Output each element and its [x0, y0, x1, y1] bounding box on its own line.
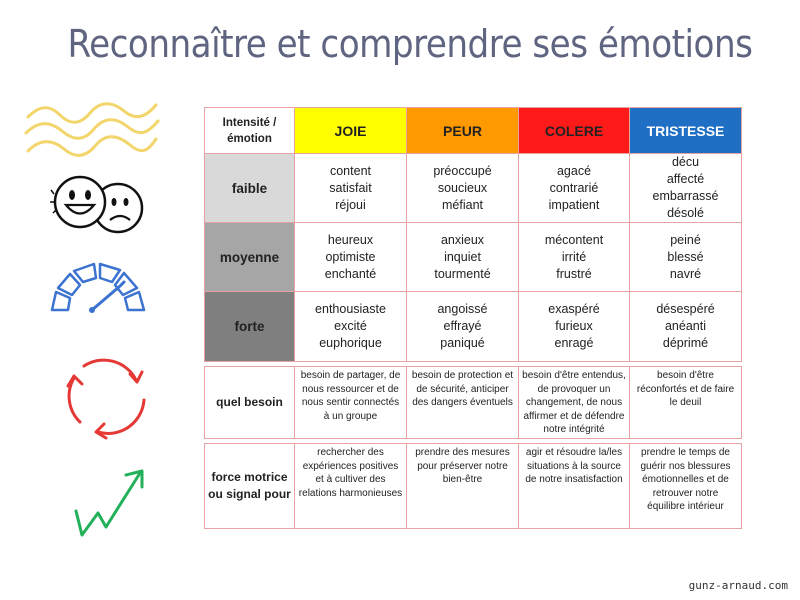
- cycle-arrows-icon: [58, 348, 153, 440]
- intensity-label: forte: [205, 292, 295, 362]
- emotion-cell: [630, 292, 742, 362]
- emotion-word: enragé: [554, 336, 594, 350]
- emotion-word: réjoui: [335, 197, 366, 212]
- header-row: [205, 108, 742, 154]
- intensity-label: moyenne: [205, 223, 295, 292]
- emotion-header: PEUR: [407, 108, 519, 154]
- emotion-word: décu: [671, 155, 700, 169]
- emotion-word: affecté: [666, 172, 705, 186]
- emotion-word: paniqué: [440, 336, 485, 350]
- emotion-word: anéanti: [664, 319, 706, 333]
- emotion-cell: [295, 292, 407, 362]
- emotion-word: tourmenté: [434, 266, 491, 281]
- emotion-word: désolé: [667, 206, 704, 220]
- emotion-header: JOIE: [295, 108, 407, 154]
- emotion-word: frustré: [556, 266, 592, 281]
- emotion-word: effrayé: [443, 319, 482, 333]
- drive-cell: agir et résoudre la/les situations à la source de notre insatisfaction: [519, 444, 630, 529]
- emotion-word: navré: [669, 266, 702, 281]
- drive-cell: rechercher des expériences positives et à cultiver des relations harmonieuses: [295, 444, 407, 529]
- emotion-word: contrarié: [549, 180, 599, 195]
- emotion-word: anxieux: [440, 232, 485, 247]
- drive-label: force motrice ou signal pour: [205, 444, 295, 529]
- emotion-word: déprimé: [662, 336, 709, 350]
- watermark: gunz-arnaud.com: [688, 579, 788, 592]
- emotion-word: heureux: [327, 232, 374, 247]
- emotion-word: méfiant: [442, 197, 483, 212]
- emotion-word: optimiste: [325, 249, 376, 264]
- intensity-row: [205, 154, 742, 223]
- intensity-row: [205, 223, 742, 292]
- emotion-word: peiné: [670, 232, 701, 247]
- emotion-word: excité: [334, 319, 367, 333]
- happy-sad-faces-icon: [48, 172, 148, 237]
- emotion-cell: [295, 223, 407, 292]
- need-cell: besoin de partager, de nous ressourcer et de nous sentir connectés à un groupe: [295, 367, 407, 439]
- emotion-word: soucieux: [437, 180, 488, 195]
- emotion-cell: [407, 223, 519, 292]
- need-row: [205, 367, 742, 439]
- need-cell: besoin d'être entendus, de provoquer un changement, de nous affirmer et de défendre notre intégrité: [519, 367, 630, 439]
- need-cell: besoin de protection et de sécurité, anticiper des dangers éventuels: [407, 367, 519, 439]
- emotion-word: blessé: [667, 249, 704, 264]
- emotion-word: exaspéré: [548, 302, 600, 316]
- need-label: quel besoin: [205, 367, 295, 439]
- emotion-cell: [630, 154, 742, 223]
- intensity-label: faible: [205, 154, 295, 223]
- growth-arrow-icon: [70, 465, 150, 540]
- emotion-word: inquiet: [444, 249, 481, 264]
- emotion-word: furieux: [555, 319, 593, 333]
- drive-row: [205, 444, 742, 529]
- emotion-word: embarrassé: [652, 189, 719, 203]
- emotion-word: préoccupé: [433, 163, 492, 178]
- emotion-cell: [519, 154, 630, 223]
- emotion-word: irrité: [561, 249, 587, 264]
- emotion-cell: [407, 154, 519, 223]
- drive-cell: prendre le temps de guérir nos blessures émotionnelles et de retrouver notre équilibre intérieur: [630, 444, 742, 529]
- emotion-word: angoissé: [437, 302, 488, 316]
- drive-table: [204, 443, 742, 529]
- emotion-cell: [630, 223, 742, 292]
- intensity-row: [205, 292, 742, 362]
- page-title: Reconnaître et comprendre ses émotions: [67, 22, 753, 66]
- corner-header: Intensité / émotion: [205, 108, 295, 154]
- emotion-cell: [519, 292, 630, 362]
- emotion-header: COLERE: [519, 108, 630, 154]
- emotion-cell: [407, 292, 519, 362]
- need-table: [204, 366, 742, 439]
- emotion-word: euphorique: [319, 336, 382, 350]
- emotion-word: enthousiaste: [315, 302, 386, 316]
- emotion-intensity-table: [204, 107, 742, 362]
- emotion-cell: [519, 223, 630, 292]
- waves-icon: [22, 95, 162, 160]
- drive-cell: prendre des mesures pour préserver notre bien-être: [407, 444, 519, 529]
- emotion-word: impatient: [548, 197, 600, 212]
- need-cell: besoin d'être réconfortés et de faire le deuil: [630, 367, 742, 439]
- emotion-cell: [295, 154, 407, 223]
- emotion-word: enchanté: [324, 266, 377, 281]
- emotion-word: satisfait: [329, 180, 372, 195]
- emotion-header: TRISTESSE: [630, 108, 742, 154]
- emotion-word: désespéré: [656, 302, 715, 316]
- emotion-word: mécontent: [544, 232, 604, 247]
- emotion-word: content: [329, 163, 371, 178]
- gauge-icon: [48, 258, 148, 318]
- emotion-word: agacé: [556, 163, 592, 178]
